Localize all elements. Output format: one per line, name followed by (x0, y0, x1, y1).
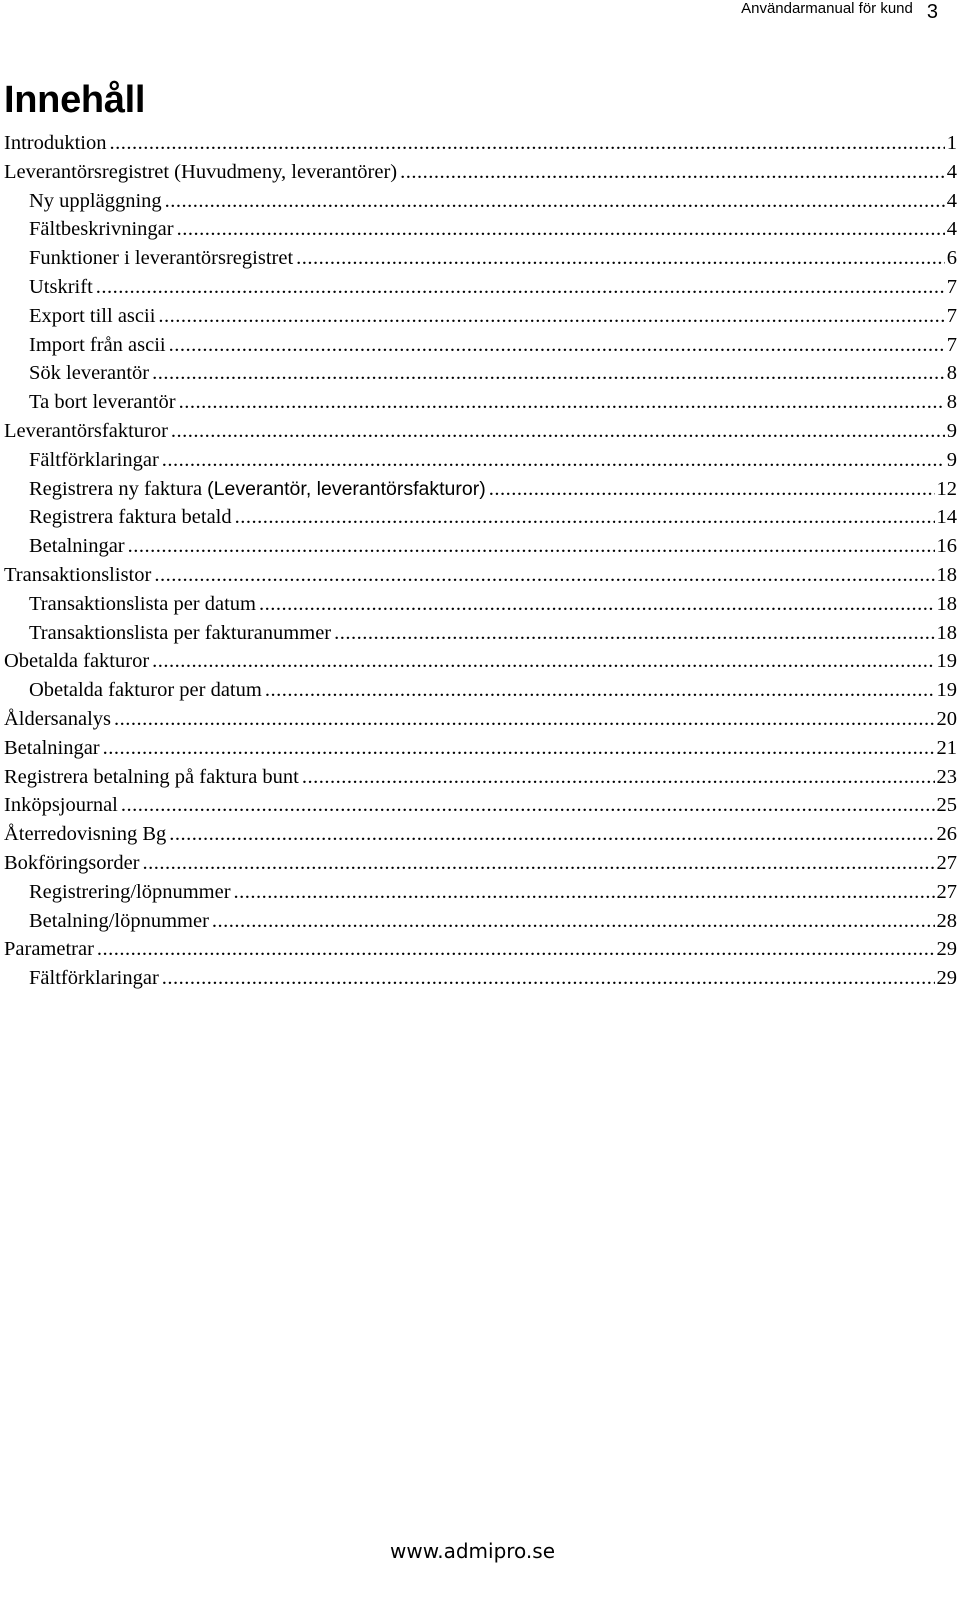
toc-dot-leader (96, 273, 945, 302)
toc-entry-page: 8 (946, 362, 957, 385)
toc-dot-leader (259, 590, 934, 619)
toc-entry-label (29, 676, 262, 705)
toc-entry-page: 26 (936, 823, 957, 846)
toc-dot-leader (97, 935, 935, 964)
toc-entry-label (29, 187, 162, 216)
toc-entry-label (4, 791, 118, 820)
toc-entry-page: 4 (946, 218, 957, 241)
toc-entry-title: Fältbeskrivningar (29, 218, 174, 241)
toc-entry-page: 18 (936, 592, 957, 615)
toc-entry-label (4, 647, 149, 676)
toc-entry-page: 8 (946, 391, 957, 414)
toc-dot-leader (296, 244, 945, 273)
toc-entry-label (29, 331, 166, 360)
toc-dot-leader (114, 705, 934, 734)
toc-entry-page: 18 (936, 621, 957, 644)
toc-entry-label (29, 273, 93, 302)
toc-entry-title: Registrera betalning på faktura bunt (4, 765, 299, 788)
toc-entry[interactable] (4, 331, 957, 360)
toc-entry-title: Import från ascii (29, 333, 166, 356)
toc-dot-leader (334, 619, 934, 648)
toc-entry-label (29, 532, 125, 561)
toc-entry-page: 7 (946, 333, 957, 356)
toc-entry-title: Ny uppläggning (29, 189, 162, 212)
toc-entry-page: 9 (946, 448, 957, 471)
toc-entry-page: 29 (936, 967, 957, 990)
toc-entry-title: Parametrar (4, 938, 94, 961)
toc-entry-title: Transaktionslista per datum (29, 592, 257, 615)
toc-entry[interactable] (4, 849, 957, 878)
footer-website: www.admipro.se (389, 1539, 556, 1563)
toc-entry-title: Fältförklaringar (29, 967, 159, 990)
toc-dot-leader (265, 676, 935, 705)
toc-entry-title: Introduktion (4, 132, 107, 154)
toc-entry[interactable] (4, 734, 957, 763)
toc-entry-label (29, 907, 209, 936)
toc-entry[interactable] (4, 187, 957, 216)
toc-entry-page: 25 (936, 794, 957, 817)
toc-dot-leader (302, 763, 935, 792)
toc-dot-leader (110, 129, 945, 158)
toc-entry[interactable] (4, 964, 957, 993)
toc-entry[interactable] (4, 590, 957, 619)
toc-entry[interactable] (4, 619, 957, 648)
toc-entry-label (29, 475, 486, 504)
toc-entry-label (29, 244, 293, 273)
toc-entry-label (29, 619, 331, 648)
toc-dot-leader (152, 359, 945, 388)
toc-entry-page: 19 (936, 679, 957, 702)
toc-entry-title: Leverantörsregistret (Huvudmeny, leverantörer) (4, 160, 398, 183)
toc-entry-title: Sök leverantör (29, 362, 150, 385)
toc-entry-page: 1 (946, 132, 957, 154)
toc-entry-title: Fältförklaringar (29, 448, 159, 471)
toc-entry-page: 9 (946, 419, 957, 442)
toc-entry-title: Registrering/löpnummer (29, 880, 231, 903)
page-header (741, 0, 938, 24)
toc-dot-leader (489, 475, 935, 504)
toc-entry-page: 27 (936, 880, 957, 903)
toc-entry-label (4, 849, 140, 878)
toc-entry-page: 4 (946, 189, 957, 212)
toc-dot-leader (103, 734, 935, 763)
toc-entry-label (4, 561, 151, 590)
header-page-number: 3 (926, 1, 938, 23)
toc-dot-leader (143, 849, 935, 878)
toc-entry-page: 27 (936, 851, 957, 874)
toc-entry-title: Betalningar (29, 535, 125, 558)
toc-entry[interactable] (4, 676, 957, 705)
toc-dot-leader (169, 820, 934, 849)
toc-entry[interactable] (4, 791, 957, 820)
toc-entry-page: 14 (936, 506, 957, 529)
toc-entry[interactable] (4, 561, 957, 590)
toc-entry-label (29, 446, 159, 475)
toc-heading: Innehåll (4, 79, 146, 121)
toc-dot-leader (234, 878, 935, 907)
toc-entry[interactable] (4, 302, 957, 331)
toc-entry-title: Funktioner i leverantörsregistret (29, 247, 294, 270)
toc-entry-title: Transaktionslistor (4, 563, 152, 586)
toc-entry-label (29, 359, 149, 388)
toc-entry-label (4, 417, 168, 446)
toc-list (4, 129, 957, 993)
toc-entry-subtitle: (Leverantör, leverantörsfakturor) (207, 477, 486, 500)
toc-dot-leader (154, 561, 934, 590)
toc-entry-title: Utskrift (29, 275, 93, 298)
toc-dot-leader (152, 647, 934, 676)
header-title: Användarmanual för kund (741, 0, 913, 17)
toc-entry[interactable] (4, 273, 957, 302)
toc-entry[interactable] (4, 215, 957, 244)
toc-entry-label (29, 215, 174, 244)
toc-entry[interactable] (4, 158, 957, 187)
toc-entry-page: 28 (936, 909, 957, 932)
toc-entry-page: 7 (946, 304, 957, 327)
toc-entry[interactable] (4, 878, 957, 907)
toc-entry-title: Obetalda fakturor per datum (29, 679, 262, 702)
toc-entry-title: Registrera faktura betald (29, 506, 232, 529)
toc-entry[interactable] (4, 907, 957, 936)
toc-entry-page: 23 (936, 765, 957, 788)
toc-entry-title: Bokföringsorder (4, 851, 140, 874)
toc-entry-title: Betalning/löpnummer (29, 909, 209, 932)
toc-entry[interactable] (4, 935, 957, 964)
toc-entry-title: Leverantörsfakturor (4, 419, 168, 442)
toc-entry-label (29, 503, 232, 532)
toc-entry[interactable] (4, 417, 957, 446)
toc-entry[interactable] (4, 705, 957, 734)
toc-entry-title: Registrera ny faktura (29, 477, 203, 500)
toc-entry-title: Export till ascii (29, 304, 156, 327)
toc-dot-leader (158, 302, 944, 331)
toc-dot-leader (162, 964, 935, 993)
toc-entry-title: Betalningar (4, 736, 100, 759)
toc-entry-page: 21 (936, 736, 957, 759)
toc-entry[interactable] (4, 129, 957, 158)
toc-entry[interactable] (4, 475, 957, 504)
toc-entry-label (4, 129, 107, 158)
toc-entry[interactable] (4, 503, 957, 532)
toc-entry-page: 6 (946, 247, 957, 270)
toc-dot-leader (171, 417, 945, 446)
toc-entry[interactable] (4, 388, 957, 417)
toc-entry[interactable] (4, 532, 957, 561)
toc-entry[interactable] (4, 820, 957, 849)
toc-entry-label (29, 302, 155, 331)
toc-entry-page: 12 (936, 477, 957, 500)
toc-dot-leader (235, 503, 935, 532)
toc-dot-leader (165, 187, 945, 216)
toc-entry-title: Ta bort leverantör (29, 391, 176, 414)
toc-entry-label (29, 964, 159, 993)
toc-entry-title: Obetalda fakturor (4, 650, 150, 673)
toc-entry-title: Återredovisning Bg (4, 823, 167, 846)
toc-dot-leader (128, 532, 935, 561)
toc-entry[interactable] (4, 446, 957, 475)
toc-entry[interactable] (4, 359, 957, 388)
toc-entry-label (29, 388, 176, 417)
toc-entry-page: 20 (936, 707, 957, 730)
toc-entry-title: Inköpsjournal (4, 794, 118, 817)
toc-dot-leader (121, 791, 935, 820)
toc-entry[interactable] (4, 647, 957, 676)
toc-entry-title: Transaktionslista per fakturanummer (29, 621, 332, 644)
toc-entry-label (4, 734, 100, 763)
toc-entry-page: 7 (946, 275, 957, 298)
toc-entry[interactable] (4, 763, 957, 792)
toc-entry-title: Åldersanalys (4, 707, 112, 730)
toc-entry-page: 4 (946, 160, 957, 183)
toc-dot-leader (177, 215, 945, 244)
toc-entry-label (4, 705, 111, 734)
toc-entry-label (4, 935, 94, 964)
toc-entry-page: 29 (936, 938, 957, 961)
toc-entry-page: 19 (936, 650, 957, 673)
toc-dot-leader (162, 446, 945, 475)
toc-entry-label (29, 878, 231, 907)
toc-entry[interactable] (4, 244, 957, 273)
toc-entry-label (4, 158, 397, 187)
toc-entry-page: 16 (936, 535, 957, 558)
toc-entry-label (4, 763, 299, 792)
toc-dot-leader (212, 907, 935, 936)
toc-dot-leader (169, 331, 945, 360)
toc-entry-label (29, 590, 256, 619)
toc-dot-leader (179, 388, 945, 417)
toc-dot-leader (400, 158, 945, 187)
toc-entry-label (4, 820, 166, 849)
toc-entry-page: 18 (936, 563, 957, 586)
